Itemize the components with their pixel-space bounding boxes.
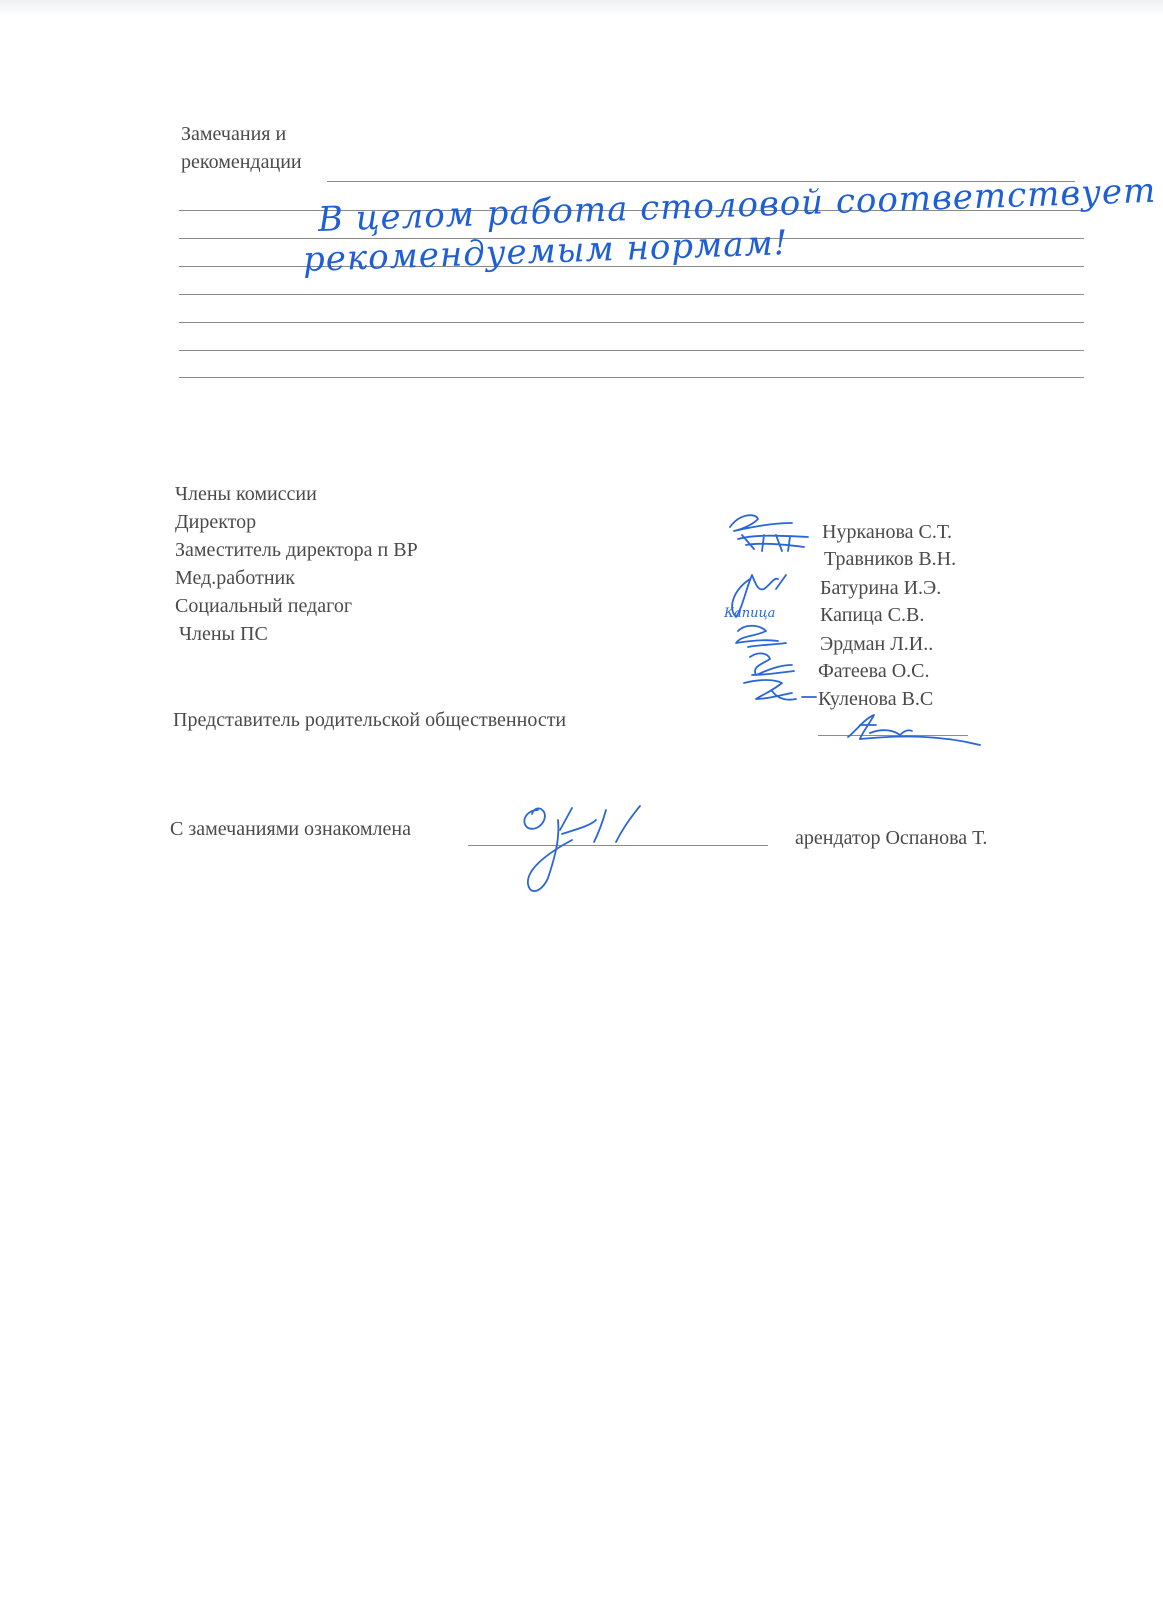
remarks-rule-6: [179, 322, 1084, 323]
commission-heading: Члены комиссии: [175, 483, 317, 505]
name-fateeva: Фатеева О.С.: [818, 660, 930, 682]
svg-text:Капица: Капица: [724, 606, 776, 621]
acknowledgement-signature: [510, 800, 650, 900]
remarks-rule-5: [179, 294, 1084, 295]
parent-rep-signature: [840, 705, 990, 755]
handwritten-remark-line2: рекомендуемым нормам!: [302, 223, 789, 280]
role-medical-worker: Мед.работник: [175, 567, 295, 589]
role-social-pedagogue: Социальный педагог: [175, 595, 353, 617]
handwritten-remark-line1: В целом работа столовой соответствует: [317, 170, 1157, 240]
scan-edge-shadow: [0, 0, 1163, 16]
name-baturina: Батурина И.Э.: [820, 577, 942, 599]
remarks-rule-7: [179, 350, 1084, 351]
role-director: Директор: [175, 511, 257, 533]
name-nurkanova: Нурканова С.Т.: [822, 521, 953, 543]
remarks-label-line2: рекомендации: [181, 151, 302, 173]
remarks-label-line1: Замечания и: [181, 123, 287, 145]
name-kulenova: Куленова В.С: [818, 688, 934, 710]
acknowledgement-label: С замечаниями ознакомлена: [170, 818, 411, 840]
role-ps-members: Члены ПС: [179, 623, 268, 645]
role-deputy-director: Заместитель директора п ВР: [175, 539, 418, 561]
commission-signatures: [712, 505, 822, 735]
name-travnikov: Травников В.Н.: [824, 548, 957, 570]
name-kapitsa: Капица С.В.: [820, 604, 925, 626]
parent-rep-label: Представитель родительской общественности: [173, 709, 567, 731]
remarks-rule-8: [179, 377, 1084, 378]
tenant-name: арендатор Оспанова Т.: [795, 827, 988, 849]
name-erdman: Эрдман Л.И..: [820, 633, 934, 655]
